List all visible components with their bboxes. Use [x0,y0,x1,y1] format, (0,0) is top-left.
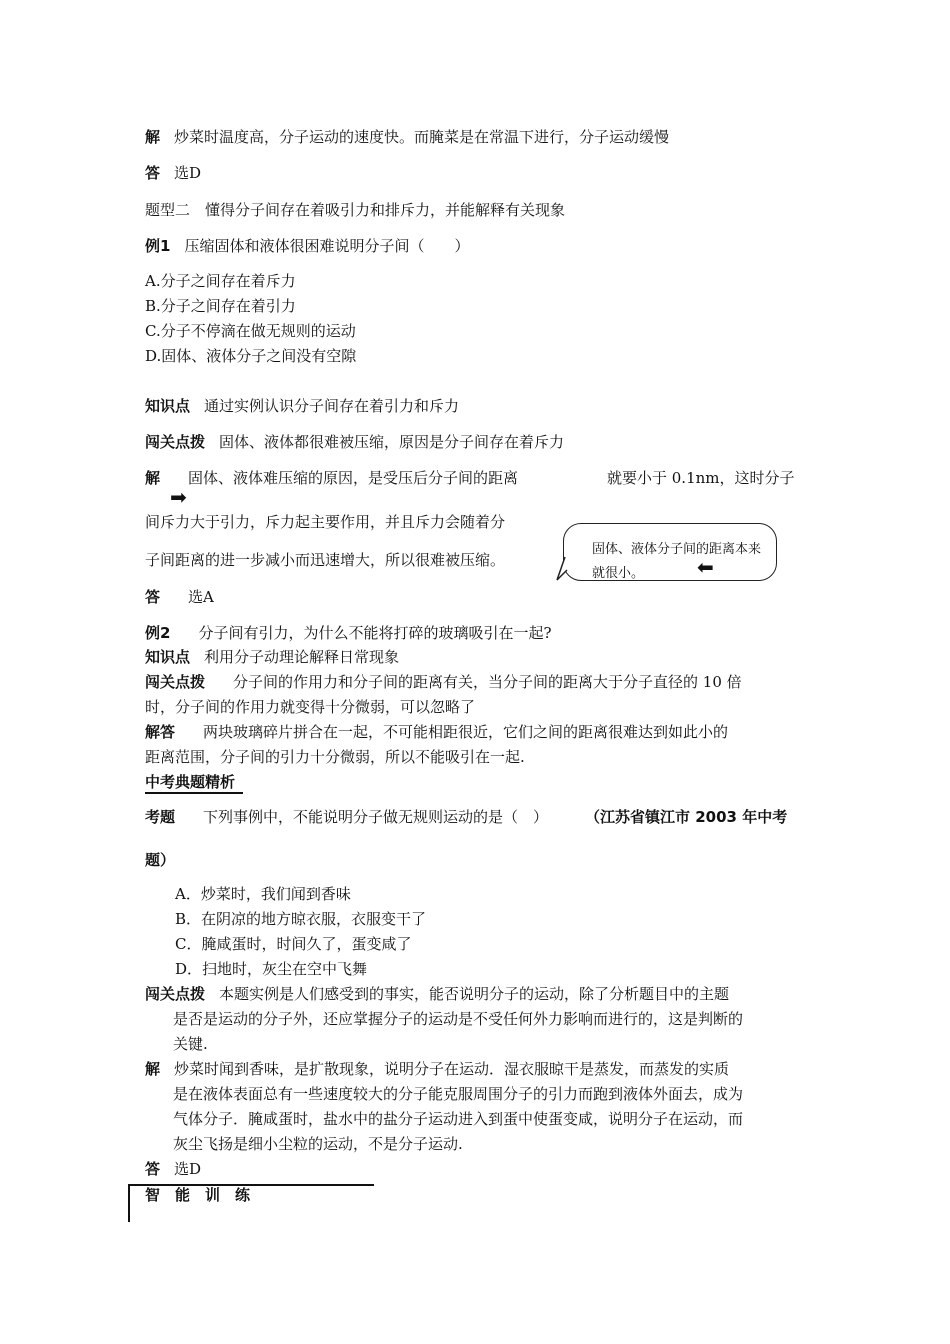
option-c: C.分子不停滴在做无规则的运动 [145,322,356,340]
hint-3-line1: 闯关点拨 本题实例是人们感受到的事实，能否说明分子的运动，除了分析题目中的主题 [145,985,730,1003]
knowledge-point-2: 知识点 利用分子动理论解释日常现象 [145,648,400,666]
hint-1: 闯关点拨 固体、液体都很难被压缩，原因是分子间存在着斥力 [145,433,565,451]
answer-line: 答 选D [145,164,202,182]
solution-3-line1: 解 炒菜时闻到香味，是扩散现象，说明分子在运动．湿衣服晾干是蒸发，而蒸发的实质 [145,1060,730,1078]
example-1: 例1 压缩固体和液体很困难说明分子间（ ） [145,237,470,255]
hint-2-line2: 时，分子间的作用力就变得十分微弱，可以忽略了 [145,698,476,716]
option-b: B.分子之间存在着引力 [145,297,296,315]
callout-text: 固体、液体分子间的距离本来就很小。 [592,542,762,581]
solution-1-line2: 间斥力大于引力，斥力起主要作用，并且斥力会随着分 [145,513,506,531]
callout-tail [556,556,576,582]
solution-3-line2: 是在液体表面总有一些速度较大的分子能克服周围分子的引力而跑到液体外面去，成为 [173,1085,744,1103]
arrow-left-icon: ⬅ [697,555,714,579]
solution-3-line3: 气体分子．腌咸蛋时，盐水中的盐分子运动进入到蛋中使蛋变咸，说明分子在运动，而 [173,1110,744,1128]
hint-3-line3: 关键. [173,1035,208,1053]
solution-1-line1-end: 就要小于 0.1nm，这时分子 [607,469,795,487]
section-title-exam: 中考典题精析 [145,773,236,791]
hint-2-line1: 闯关点拨 分子间的作用力和分子间的距离有关，当分子间的距离大于分子直径的 10 倍 [145,673,742,691]
exam-source-end: 题） [145,851,176,869]
knowledge-point-1: 知识点 通过实例认识分子间存在着引力和斥力 [145,397,460,415]
solution-3-line4: 灰尘飞扬是细小尘粒的运动，不是分子运动. [173,1135,463,1153]
answer-2-line2: 距离范围，分子间的引力十分微弱，所以不能吸引在一起. [145,748,525,766]
hint-3-line2: 是否是运动的分子外，还应掌握分子的运动是不受任何外力影响而进行的，这是判断的 [173,1010,744,1028]
exam-question: 考题 下列事例中，不能说明分子做无规则运动的是（ ） [145,808,549,826]
answer-1: 答 选A [145,588,214,606]
answer-3: 答 选D [145,1160,202,1178]
example-2: 例2 分子间有引力，为什么不能将打碎的玻璃吸引在一起? [145,624,552,642]
exam-option-d: D．扫地时，灰尘在空中飞舞 [175,960,368,978]
solution-line: 解 炒菜时温度高，分子运动的速度快。而腌菜是在常温下进行，分子运动缓慢 [145,128,670,146]
answer-2-line1: 解答 两块玻璃碎片拼合在一起，不可能相距很近，它们之间的距离很难达到如此小的 [145,723,729,741]
exam-option-a: A．炒菜时，我们闻到香味 [175,885,351,903]
option-d: D.固体、液体分子之间没有空隙 [145,347,357,365]
option-a: A.分子之间存在着斥力 [145,272,296,290]
section-title-training: 智 能 训 练 [145,1186,251,1204]
training-left-rule [128,1184,130,1222]
arrow-right-icon: ➡ [170,485,187,509]
section-underline [145,792,243,794]
exam-option-c: C．腌咸蛋时，时间久了，蛋变咸了 [175,935,412,953]
solution-1-line3: 子间距离的进一步减小而迅速增大，所以很难被压缩。 [145,551,506,569]
exam-source: （江苏省镇江市 2003 年中考 [585,808,788,826]
section-heading: 题型二 懂得分子间存在着吸引力和排斥力，并能解释有关现象 [145,201,566,219]
exam-option-b: B．在阴凉的地方晾衣服，衣服变干了 [175,910,427,928]
solution-1-line1: 解 固体、液体难压缩的原因，是受压后分子间的距离 [145,469,519,487]
